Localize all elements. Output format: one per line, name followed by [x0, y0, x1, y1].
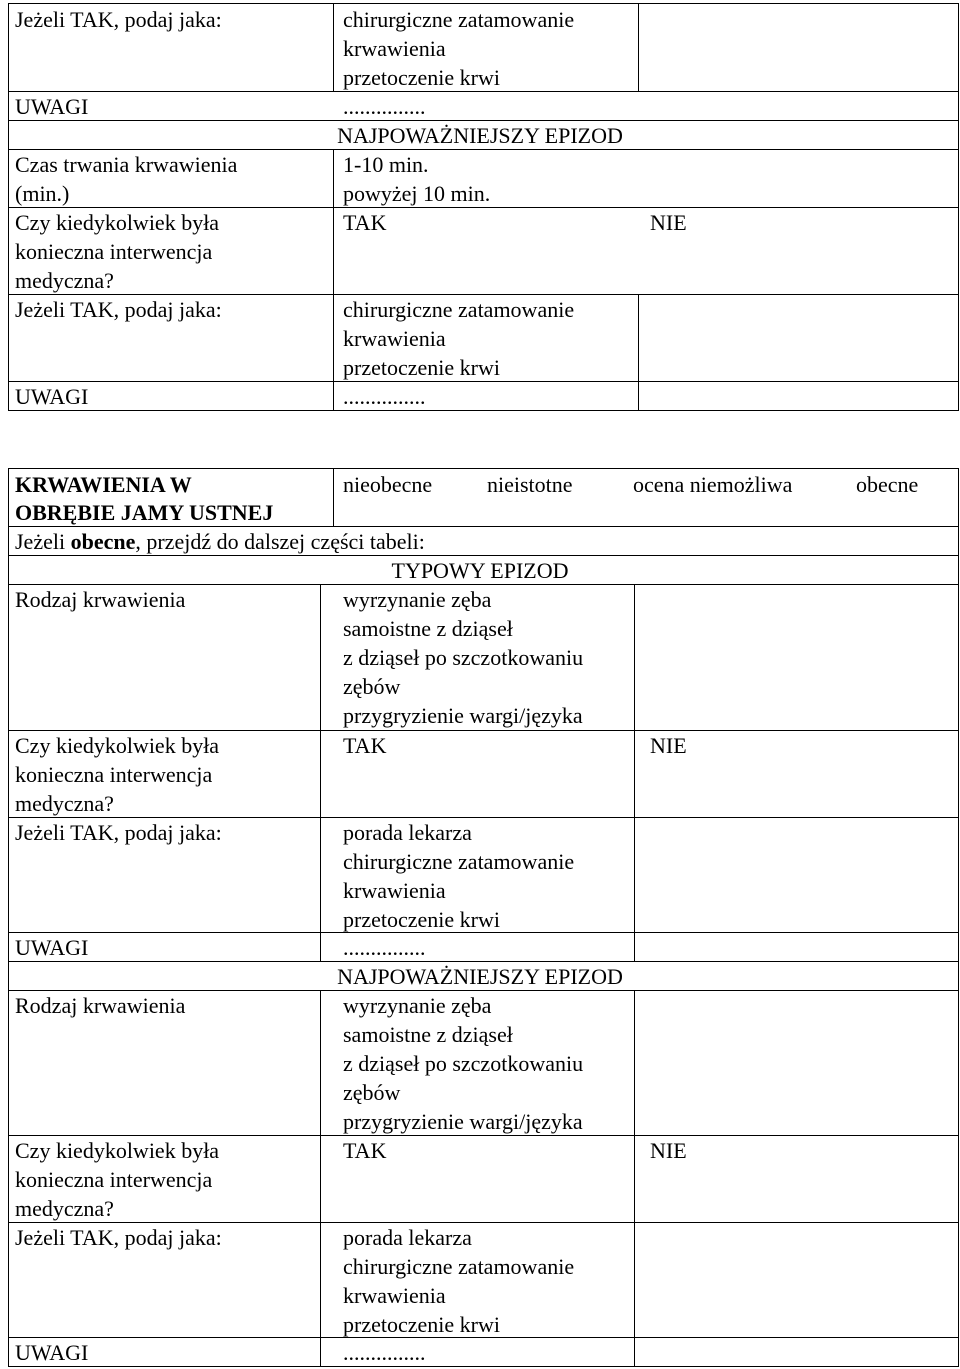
option-transfusion[interactable]: przetoczenie krwi: [343, 907, 500, 932]
rule: [8, 3, 958, 4]
rule: [320, 584, 321, 962]
instruction-bold: obecne: [70, 529, 136, 554]
remarks-label: UWAGI: [15, 935, 89, 960]
if-yes-options: [343, 295, 574, 382]
status-absent[interactable]: nieobecne: [343, 472, 433, 497]
if-yes-label: Jeżeli TAK, podaj jaka:: [15, 7, 222, 32]
intervention-label-line: medyczna?: [15, 1196, 114, 1221]
intervention-label-line: Czy kiedykolwiek była: [15, 733, 220, 758]
option-gums-after-brushing[interactable]: z dziąseł po szczotkowaniu: [343, 645, 584, 670]
option-bite[interactable]: przygryzienie wargi/języka: [343, 703, 583, 728]
option-transfusion[interactable]: przetoczenie krwi: [343, 1312, 500, 1337]
option-teething[interactable]: wyrzynanie zęba: [343, 993, 492, 1018]
remarks-field[interactable]: ...............: [343, 935, 426, 960]
duration-options: [343, 150, 490, 208]
bleeding-type-label: Rodzaj krwawienia: [15, 993, 186, 1018]
intervention-label: [15, 1136, 219, 1223]
section-title-worst: NAJPOWAŻNIEJSZY EPIZOD: [337, 123, 623, 148]
status-not-assessable[interactable]: ocena niemożliwa: [633, 472, 793, 497]
rule: [638, 294, 639, 411]
status-insignificant[interactable]: nieistotne: [487, 472, 573, 497]
duration-label-unit: (min.): [15, 181, 70, 206]
rule: [634, 990, 635, 1367]
intervention-label-line: Czy kiedykolwiek była: [15, 210, 220, 235]
intervention-label-line: konieczna interwencja: [15, 762, 213, 787]
if-yes-options: [343, 818, 574, 934]
rule: [8, 1366, 958, 1367]
intervention-label-line: konieczna interwencja: [15, 1167, 213, 1192]
remarks-label: UWAGI: [15, 384, 89, 409]
intervention-label: [15, 208, 219, 295]
option-surgical-cont: krwawienia: [343, 326, 446, 351]
bleeding-type-label: Rodzaj krwawienia: [15, 587, 186, 612]
section-title-oral: KRWAWIENIA W: [15, 472, 192, 497]
yes-option[interactable]: TAK: [343, 1138, 387, 1163]
option-1-10-min[interactable]: 1-10 min.: [343, 152, 429, 177]
duration-label: Czas trwania krwawienia: [15, 152, 238, 177]
instruction-post: , przejdź do dalszej części tabeli:: [135, 529, 425, 554]
option-surgical-cont: krwawienia: [343, 878, 446, 903]
no-option[interactable]: NIE: [650, 210, 687, 235]
rule: [333, 149, 334, 411]
option-surgical-cont: krwawienia: [343, 1283, 446, 1308]
section-title-typical: TYPOWY EPIZOD: [391, 558, 569, 583]
option-surgical[interactable]: chirurgiczne zatamowanie: [343, 7, 575, 32]
option-teething[interactable]: wyrzynanie zęba: [343, 587, 492, 612]
instruction-pre: Jeżeli: [15, 529, 71, 554]
bleeding-type-options: [343, 585, 583, 730]
option-gums-after-brushing[interactable]: z dziąseł po szczotkowaniu: [343, 1051, 584, 1076]
no-option[interactable]: NIE: [650, 733, 687, 758]
if-yes-label: Jeżeli TAK, podaj jaka:: [15, 1225, 222, 1250]
intervention-label: [15, 731, 219, 818]
if-yes-options: [343, 1223, 574, 1339]
intervention-label-line: medyczna?: [15, 268, 114, 293]
option-transfusion[interactable]: przetoczenie krwi: [343, 65, 500, 90]
no-option[interactable]: NIE: [650, 1138, 687, 1163]
bleeding-type-options: [343, 991, 583, 1136]
option-gums-after-brushing-cont: zębów: [343, 1080, 401, 1105]
option-surgical[interactable]: chirurgiczne zatamowanie: [343, 849, 575, 874]
if-yes-options: [343, 5, 574, 92]
rule: [8, 468, 958, 469]
option-bite[interactable]: przygryzienie wargi/języka: [343, 1109, 583, 1134]
yes-option[interactable]: TAK: [343, 210, 387, 235]
remarks-label: UWAGI: [15, 1340, 89, 1365]
remarks-field[interactable]: ...............: [343, 1340, 426, 1365]
option-surgical[interactable]: chirurgiczne zatamowanie: [343, 297, 575, 322]
yes-option[interactable]: TAK: [343, 733, 387, 758]
option-gums-after-brushing-cont: zębów: [343, 674, 401, 699]
rule: [8, 410, 958, 411]
rule: [634, 584, 635, 962]
if-yes-label: Jeżeli TAK, podaj jaka:: [15, 820, 222, 845]
rule: [8, 3, 9, 411]
rule: [333, 3, 334, 92]
option-transfusion[interactable]: przetoczenie krwi: [343, 355, 500, 380]
option-surgical-cont: krwawienia: [343, 36, 446, 61]
option-over-10-min[interactable]: powyżej 10 min.: [343, 181, 491, 206]
instruction-text: [15, 527, 425, 556]
remarks-field[interactable]: ...............: [343, 94, 426, 119]
option-spontaneous-gums[interactable]: samoistne z dziąseł: [343, 616, 513, 641]
option-doctor-advice[interactable]: porada lekarza: [343, 1225, 472, 1250]
intervention-label-line: medyczna?: [15, 791, 114, 816]
section-title-worst: NAJPOWAŻNIEJSZY EPIZOD: [337, 964, 623, 989]
remarks-label: UWAGI: [15, 94, 89, 119]
status-present[interactable]: obecne: [856, 472, 919, 497]
option-doctor-advice[interactable]: porada lekarza: [343, 820, 472, 845]
rule: [320, 990, 321, 1367]
rule: [958, 468, 959, 1367]
rule: [638, 3, 639, 92]
remarks-field[interactable]: ...............: [343, 384, 426, 409]
rule: [958, 3, 959, 411]
section-title-oral-line2: OBRĘBIE JAMY USTNEJ: [15, 500, 274, 525]
rule: [333, 468, 334, 527]
intervention-label-line: konieczna interwencja: [15, 239, 213, 264]
option-surgical[interactable]: chirurgiczne zatamowanie: [343, 1254, 575, 1279]
option-spontaneous-gums[interactable]: samoistne z dziąseł: [343, 1022, 513, 1047]
intervention-label-line: Czy kiedykolwiek była: [15, 1138, 220, 1163]
if-yes-label: Jeżeli TAK, podaj jaka:: [15, 297, 222, 322]
rule: [8, 468, 9, 1367]
